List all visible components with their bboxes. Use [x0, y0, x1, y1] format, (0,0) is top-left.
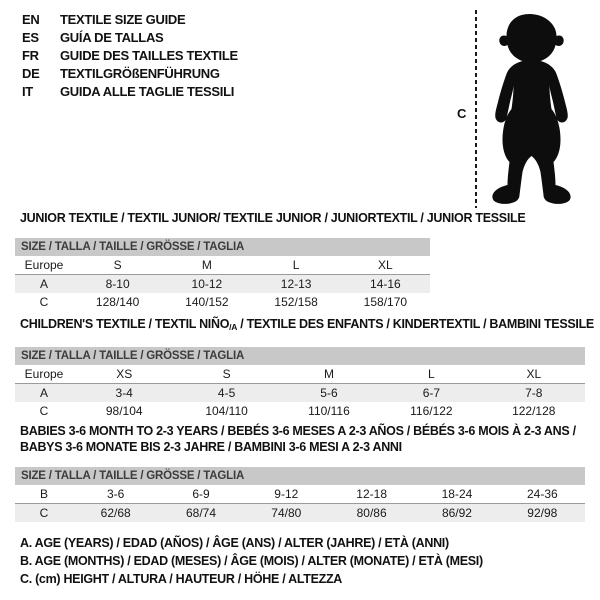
- lang-row-de: [22, 64, 238, 82]
- babies-textile-section: [15, 423, 585, 522]
- table-cell: S: [175, 365, 277, 384]
- table-cell: 128/140: [95, 295, 140, 309]
- table-row-sizes: [15, 365, 585, 384]
- table-cell: XS: [73, 365, 175, 384]
- table-cell: XL: [483, 365, 585, 384]
- table-cell: 68/74: [158, 504, 243, 523]
- footnote-b: B. AGE (MONTHS) / EDAD (MESES) / ÂGE (MOIS) / ALTER (MONATE) / ETÀ (MESI): [20, 554, 483, 568]
- childrens-size-table: [15, 347, 585, 420]
- title-text: CHILDREN'S TEXTILE / TEXTIL NIÑO: [20, 317, 230, 331]
- table-cell: 4-5: [175, 384, 277, 403]
- table-cell: 98/104: [105, 404, 143, 418]
- table-cell: 122/128: [512, 404, 556, 418]
- lang-label: GUIDA ALLE TAGLIE TESSILI: [60, 83, 235, 99]
- table-row-age: [15, 275, 430, 294]
- table-row-sizes: [15, 256, 430, 275]
- table-cell: 86/92: [414, 504, 499, 523]
- row-label: B: [15, 485, 73, 504]
- table-cell: L: [380, 365, 482, 384]
- size-header-bar: SIZE / TALLA / TAILLE / GRÖSSE / TAGLIA: [15, 347, 585, 365]
- row-label: A: [15, 275, 73, 294]
- title-line-2: BABYS 3-6 MONATE BIS 2-3 JAHRE / BAMBINI 3-6 MESI A 2-3 ANNI: [20, 440, 402, 454]
- table-cell: 110/116: [308, 404, 350, 418]
- table-cell: L: [252, 256, 341, 275]
- table-row-months: [15, 485, 585, 504]
- babies-section-title: [20, 423, 585, 455]
- row-label: C: [39, 295, 49, 309]
- table-cell: 104/110: [205, 404, 248, 418]
- table-cell: 140/152: [185, 295, 229, 309]
- table-cell: 18-24: [414, 485, 499, 504]
- table-cell: 3-4: [73, 384, 175, 403]
- childrens-section-title: [20, 317, 594, 334]
- table-row-height: [15, 402, 585, 420]
- junior-textile-section: [15, 211, 526, 311]
- lang-label: GUÍA DE TALLAS: [60, 29, 164, 45]
- lang-code: ES: [22, 29, 39, 45]
- language-title-block: [22, 10, 238, 100]
- lang-code: IT: [22, 83, 33, 99]
- babies-size-table: [15, 467, 585, 522]
- height-figure: [440, 6, 590, 212]
- lang-label: GUIDE DES TAILLES TEXTILE: [60, 47, 238, 63]
- table-cell: 12-13: [252, 275, 341, 294]
- table-row-height: [15, 293, 430, 311]
- table-cell: 62/68: [73, 504, 158, 523]
- footnote-c: C. (cm) HEIGHT / ALTURA / HAUTEUR / HÖHE / ALTEZZA: [20, 572, 343, 586]
- table-cell: M: [278, 365, 380, 384]
- lang-code: DE: [22, 65, 40, 81]
- lang-label: TEXTILGRÖßENFÜHRUNG: [60, 65, 220, 81]
- lang-code: EN: [22, 11, 40, 27]
- footnotes: [20, 534, 483, 588]
- title-line-1: BABIES 3-6 MONTH TO 2-3 YEARS / BEBÉS 3-6 MESES A 2-3 AÑOS / BÉBÉS 3-6 MOIS À 2-3 ANS /: [20, 424, 576, 438]
- table-cell: 6-9: [158, 485, 243, 504]
- table-cell: 80/86: [329, 504, 414, 523]
- table-cell: 158/170: [363, 295, 408, 309]
- table-cell: 5-6: [278, 384, 380, 403]
- size-header-bar: SIZE / TALLA / TAILLE / GRÖSSE / TAGLIA: [15, 238, 430, 256]
- table-cell: 8-10: [73, 275, 162, 294]
- table-cell: 24-36: [500, 485, 585, 504]
- lang-row-it: [22, 82, 238, 100]
- table-row-age: [15, 384, 585, 403]
- footnote-a: A. AGE (YEARS) / EDAD (AÑOS) / ÂGE (ANS) / ALTER (JAHRE) / ETÀ (ANNI): [20, 536, 449, 550]
- title-text: / TEXTILE DES ENFANTS / KINDERTEXTIL / BAMBINI TESSILE: [237, 317, 594, 331]
- table-cell: 14-16: [341, 275, 430, 294]
- table-row-height: [15, 504, 585, 523]
- lang-row-fr: [22, 46, 238, 64]
- table-cell: 3-6: [73, 485, 158, 504]
- lang-row-en: [22, 10, 238, 28]
- junior-section-title: JUNIOR TEXTILE / TEXTIL JUNIOR/ TEXTILE JUNIOR / JUNIORTEXTIL / JUNIOR TESSILE: [20, 211, 526, 225]
- table-cell: M: [162, 256, 251, 275]
- height-measure-label: C: [457, 106, 467, 121]
- row-label: Europe: [15, 256, 73, 275]
- table-cell: 92/98: [500, 504, 585, 523]
- table-cell: 6-7: [380, 384, 482, 403]
- table-cell: 74/80: [244, 504, 329, 523]
- title-subscript: /A: [229, 322, 238, 332]
- table-cell: 12-18: [329, 485, 414, 504]
- lang-label: TEXTILE SIZE GUIDE: [60, 11, 186, 27]
- table-cell: 10-12: [162, 275, 251, 294]
- row-label: C: [39, 404, 49, 418]
- row-label: A: [15, 384, 73, 403]
- size-header-bar: SIZE / TALLA / TAILLE / GRÖSSE / TAGLIA: [15, 467, 585, 485]
- childrens-textile-section: [15, 317, 594, 420]
- junior-size-table: [15, 238, 430, 311]
- lang-row-es: [22, 28, 238, 46]
- table-cell: XL: [341, 256, 430, 275]
- row-label: Europe: [15, 365, 73, 384]
- table-cell: 7-8: [483, 384, 585, 403]
- row-label: C: [15, 504, 73, 523]
- table-cell: 152/158: [274, 295, 318, 309]
- table-cell: S: [73, 256, 162, 275]
- lang-code: FR: [22, 47, 39, 63]
- table-cell: 9-12: [244, 485, 329, 504]
- table-cell: 116/122: [410, 404, 453, 418]
- baby-silhouette-icon: [478, 12, 585, 210]
